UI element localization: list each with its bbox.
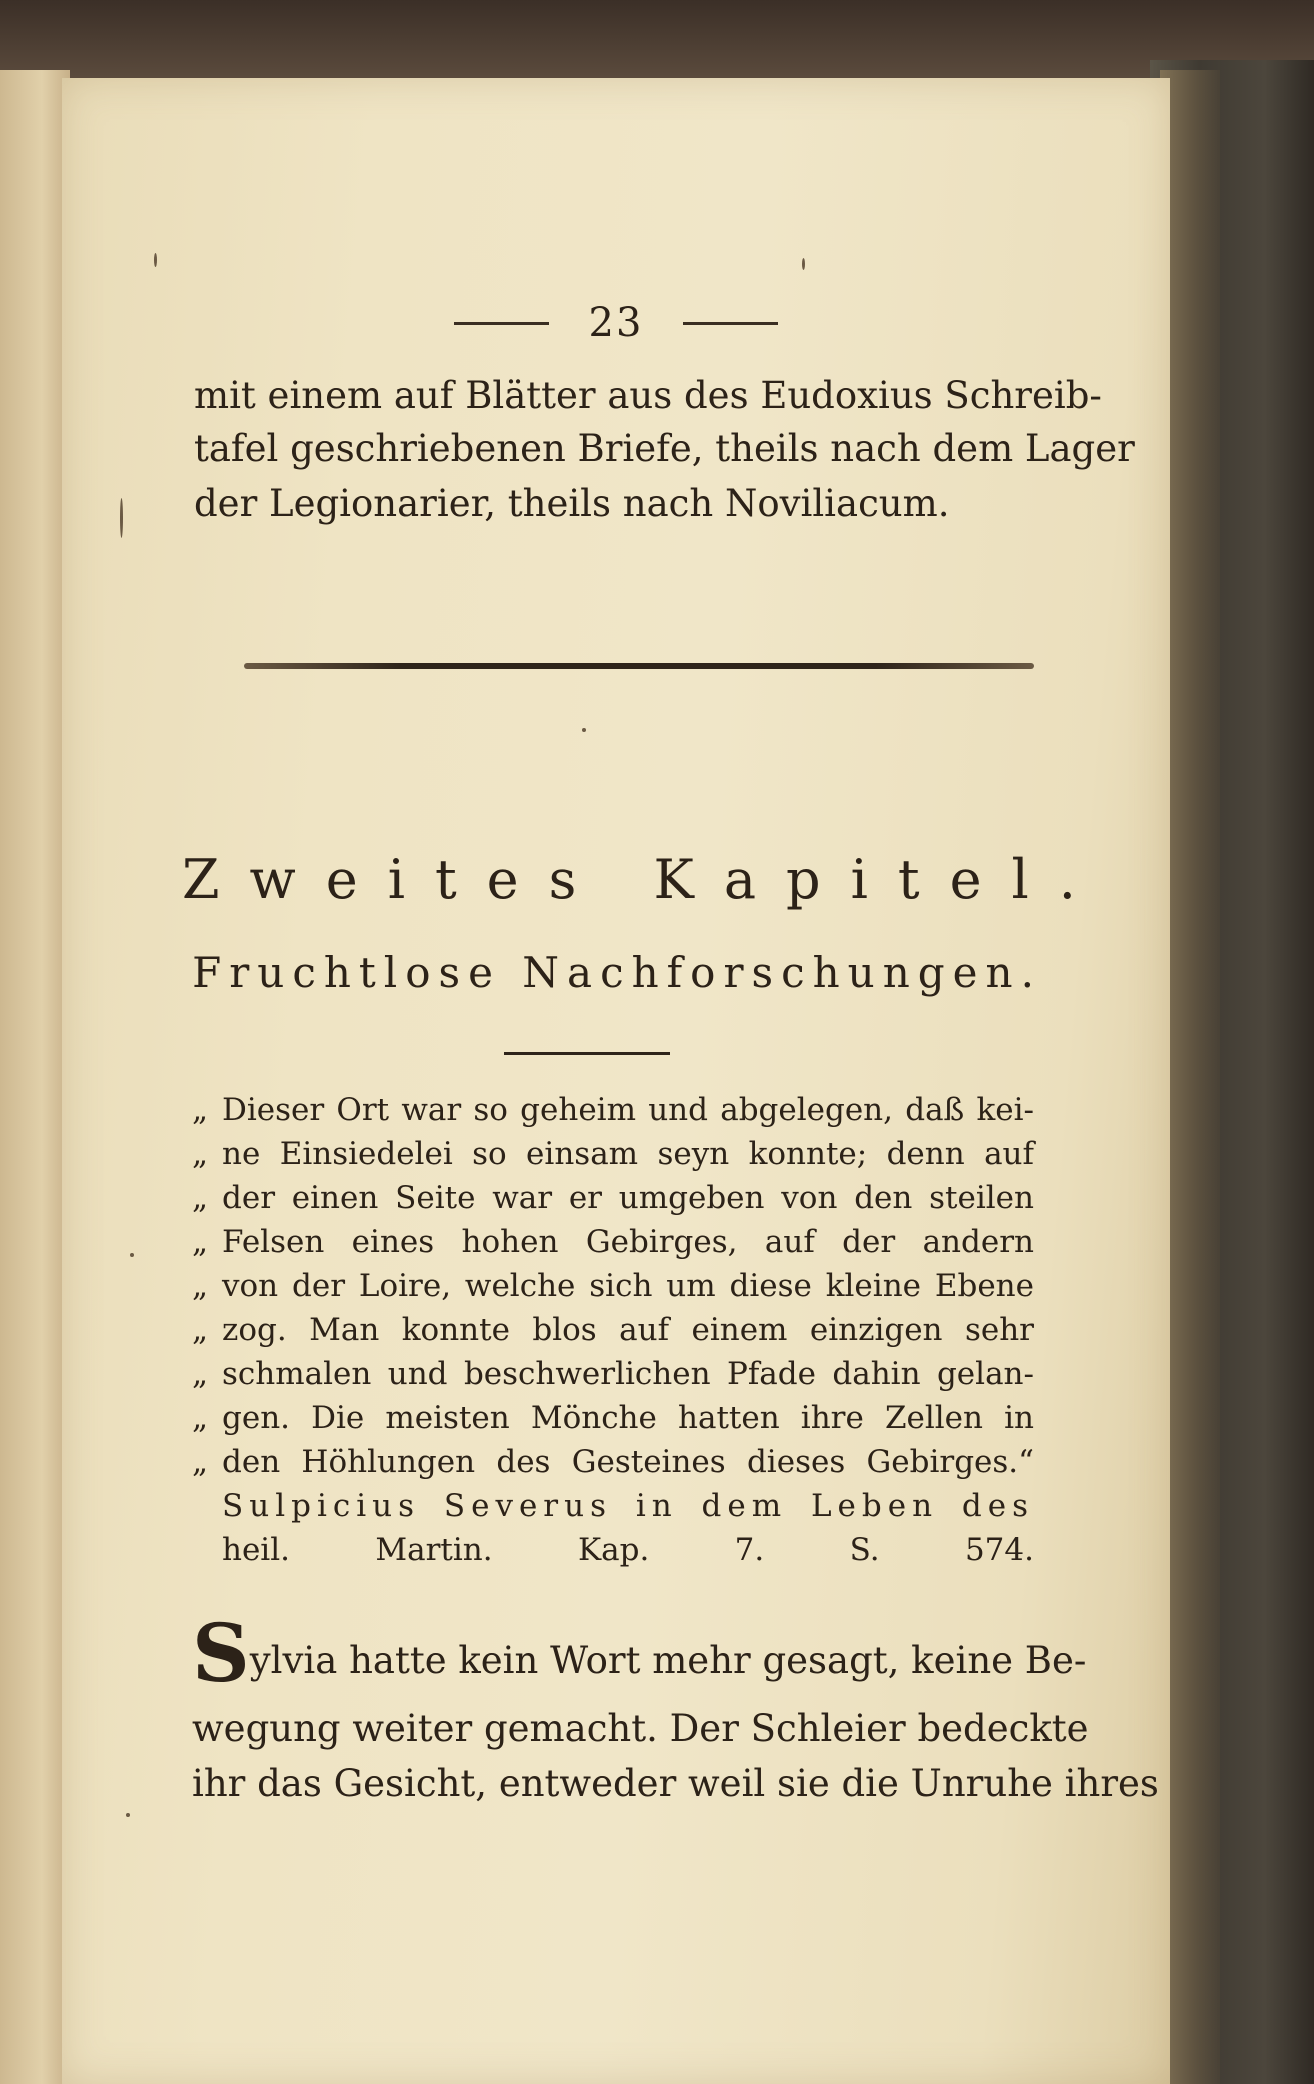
quote-mark: „: [192, 1400, 209, 1436]
quote-text: Dieser Ort war so geheim und abgelegen, daß kei-: [222, 1092, 1034, 1128]
quote-text: ne Einsiedelei so einsam seyn konnte; denn auf: [222, 1136, 1034, 1172]
quote-mark: „: [192, 1312, 209, 1348]
paper-speck: [126, 1813, 130, 1817]
quote-line: [192, 1088, 1034, 1132]
quote-source-line: [192, 1528, 1034, 1572]
quote-mark: „: [192, 1180, 209, 1216]
quote-text: Sulpicius Severus in dem Leben des: [222, 1488, 1034, 1524]
quote-text: heil. Martin. Kap. 7. S. 574.: [222, 1532, 1034, 1568]
quote-text: zog. Man konnte blos auf einem einzigen sehr: [222, 1312, 1034, 1348]
drop-cap: S: [192, 1606, 250, 1700]
quote-mark: „: [192, 1268, 209, 1304]
quote-text: schmalen und beschwerlichen Pfade dahin gelan-: [222, 1356, 1034, 1392]
quote-line: [192, 1176, 1034, 1220]
page-header: [62, 293, 1170, 353]
paper-speck: [154, 253, 157, 267]
paper-speck: [582, 728, 586, 732]
page-text: [62, 78, 1170, 2084]
header-dash-right: [683, 322, 778, 325]
quote-text: der einen Seite war er umgeben von den steilen: [222, 1180, 1034, 1216]
quote-source-line: [192, 1484, 1034, 1528]
page-number: 23: [588, 300, 644, 346]
chapter-title: Zweites Kapitel.: [182, 848, 1106, 911]
quote-mark: „: [192, 1444, 209, 1480]
quote-line: [192, 1352, 1034, 1396]
chapter-subtitle: Fruchtlose Nachforschungen.: [192, 948, 1042, 997]
quote-text: Felsen eines hohen Gebirges, auf der andern: [222, 1224, 1034, 1260]
quote-line: [192, 1264, 1034, 1308]
quote-line: [192, 1396, 1034, 1440]
subtitle-rule: [504, 1052, 670, 1055]
body-line: der Legionarier, theils nach Noviliacum.: [194, 482, 950, 525]
paragraph-line: ihr das Gesicht, entweder weil sie die Unruhe ihres: [192, 1762, 1159, 1805]
body-line: tafel geschriebenen Briefe, theils nach dem Lager: [194, 427, 1135, 470]
header-dash-left: [454, 322, 549, 325]
paper-speck: [120, 498, 123, 538]
paragraph-text: ylvia hatte kein Wort mehr gesagt, keine Be-: [249, 1639, 1087, 1682]
left-page-edge: [0, 70, 70, 2084]
paper-speck: [130, 1253, 134, 1257]
paragraph-first-line: [192, 1606, 1087, 1700]
paragraph-line: wegung weiter gemacht. Der Schleier bedeckte: [192, 1707, 1089, 1750]
quote-mark: „: [192, 1092, 209, 1128]
quote-mark: „: [192, 1136, 209, 1172]
quote-line: [192, 1308, 1034, 1352]
quote-text: den Höhlungen des Gesteines dieses Gebirges.“: [222, 1444, 1034, 1480]
quote-text: gen. Die meisten Mönche hatten ihre Zellen in: [222, 1400, 1034, 1436]
quote-line: [192, 1132, 1034, 1176]
quote-text: von der Loire, welche sich um diese kleine Ebene: [222, 1268, 1034, 1304]
body-line: mit einem auf Blätter aus des Eudoxius Schreib-: [194, 374, 1102, 417]
quote-line: [192, 1440, 1034, 1484]
quote-mark: „: [192, 1356, 209, 1392]
book-page: [62, 78, 1170, 2084]
quote-mark: „: [192, 1224, 209, 1260]
chapter-divider-rule: [244, 663, 1034, 669]
paper-speck: [802, 258, 805, 270]
quote-line: [192, 1220, 1034, 1264]
